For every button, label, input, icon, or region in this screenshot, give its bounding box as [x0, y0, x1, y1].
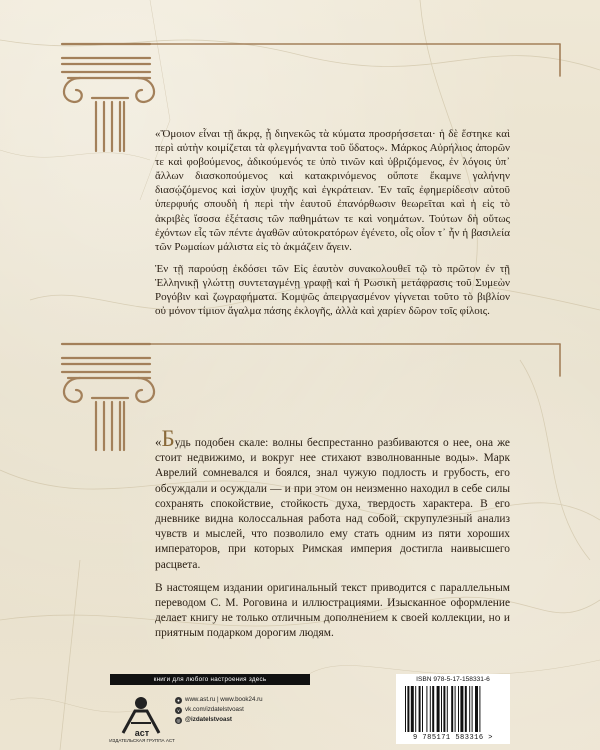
drop-cap: Б — [161, 426, 175, 451]
barcode-bar — [455, 686, 456, 732]
barcode-bar — [451, 686, 453, 732]
barcode-bar — [458, 686, 459, 732]
barcode-bar — [443, 686, 445, 732]
barcode-bar — [460, 686, 463, 732]
tagline-bar: книги для любого настроения здесь — [110, 674, 310, 685]
greek-paragraph-1: «Ὅμοιον εἶναι τῇ ἄκρᾳ, ᾗ διηνεκῶς τὰ κύματα προσρήσσεται· ἡ δὲ ἕστηκε καὶ περὶ αὐτὴν κοιμίζεται τὰ φλεγμήναντα τοῦ ὕδατος». Μάρκος Αὐρήλιος ἀπορῶν τε καὶ φοβούμενος, ἀδικούμενός τε ὑπὸ τινῶν καὶ ὑβριζόμενος, ἐν λόγοις ὑπ᾽ ἄλλων διασκοπούμενος καὶ κατακρινόμενος οὔποτε ἔκαμνε γαλήνην διασῴζόμενος καὶ ἰσχὺν ψυχῆς καὶ ἐγκράτειαν. Ἐν ταῖς ἐφημερίδεσιν αὐτοῦ ὑπερφυής σπουδὴ ἡ περὶ τὴν ἑαυτοῦ ἐπανόρθωσιν θεωρεῖται καὶ ἡ εἰς τὸ ἀκριβὲς ἴσοσα ἐξέτασις τῶν παθημάτων τε καὶ νοημάτων. Τούτων δὴ οὕτως ἐχόντων εἷς τῶν πέντε ἀγαθῶν αὐτοκρατόρων ἐγένετο, οἷς οἷον τ᾽ ἦν ἡ βασιλεία τῶν Ρωμαίων μάλιστα εἰς τὸ ἀκμάζειν ἄγειν. — [155, 128, 510, 253]
russian-paragraph-1 — [155, 426, 510, 573]
greek-description — [155, 127, 510, 326]
russian-paragraph-2: В настоящем издании оригинальный текст приводится с параллельным переводом С. М. Роговина и иллюстрациями. Изысканное оформление делает книгу не только отличным дополнением к своей коллекции, но и приятным подарком дорогим людям. — [155, 581, 510, 640]
vk-icon: v — [175, 707, 182, 714]
web-links — [175, 695, 263, 705]
web-links-text[interactable]: www.ast.ru | www.book24.ru — [185, 696, 263, 703]
opening-quote: « — [155, 434, 162, 449]
barcode-bar — [479, 686, 480, 732]
barcode-bar — [419, 686, 421, 732]
barcode-bar — [407, 686, 409, 732]
barcode-bar — [465, 686, 467, 732]
publisher-links — [175, 695, 263, 725]
barcode-bar — [437, 686, 440, 732]
publisher-name — [107, 728, 177, 743]
barcode-bar — [432, 686, 434, 732]
barcode-bar — [422, 686, 423, 732]
barcode-bar — [411, 686, 414, 732]
barcode-bar — [475, 686, 478, 732]
greek-paragraph-2: Ἐν τῇ παρούσῃ ἐκδόσει τῶν Εἰς ἑαυτὸν συνακολουθεῖ τῷ τὸ πρῶτον ἐν τῇ Ἑλληνικῇ γλώττῃ συντεταγμένῃ γραφῇ καὶ ἡ Ρωσικὴ μετάφρασις τοῦ Συμεὼν Ρογόβιν καὶ ζωγραφήματα. Κομψῶς ἀπειργασμένον γίγνεται τοῦτο τὸ βιβλίον οὐ μόνον τίμιον ἄγαλμα πάσης ἐκλογῆς, ἀλλὰ καὶ χαρίεν δῶρον τοῖς φίλοις. — [155, 262, 510, 318]
barcode-digits: 9 785171 583316 > — [413, 734, 493, 742]
russian-paragraph-1-text: удь подобен скале: волны беспрестанно разбиваются о нее, она же стоит недвижимо, и вокруг нее стихают взволнованные воды». Марк Аврелий сомневался и боялся, знал чужую подлость и грубость, его обсуждали и осуждали — и при этом он неизменно находил в себе силы сохранять спокойствие, стойкость духа, твердость характера. В его дневнике видна колоссальная работа над собой, скрупулезный анализ чувств и мыслей, что позволило ему стать одним из пяти хороших императоров, при которых Римская империя достигла наивысшего расцвета. — [155, 437, 510, 571]
barcode-bar — [447, 686, 448, 732]
logo-wordmark: аст — [134, 728, 150, 738]
globe-icon: ● — [175, 697, 182, 704]
instagram-link-text[interactable]: @izdatelstvoast — [185, 716, 232, 723]
barcode-bar — [472, 686, 473, 732]
barcode-bar — [415, 686, 416, 732]
russian-description — [155, 426, 510, 650]
instagram-icon: ◎ — [176, 717, 181, 723]
publisher-group-label: ИЗДАТЕЛЬСКАЯ ГРУППА АСТ — [109, 738, 175, 743]
barcode-bar — [441, 686, 442, 732]
vk-link-text[interactable]: vk.com/izdatelstvoast — [185, 706, 244, 713]
isbn-barcode — [396, 674, 510, 744]
barcode-bar — [430, 686, 431, 732]
isbn-number: ISBN 978-5-17-158331-6 — [416, 676, 490, 683]
vk-link — [175, 705, 263, 715]
barcode-bar — [469, 686, 470, 732]
instagram-link — [175, 715, 263, 725]
barcode-bar — [405, 686, 406, 732]
barcode-bar — [426, 686, 427, 732]
